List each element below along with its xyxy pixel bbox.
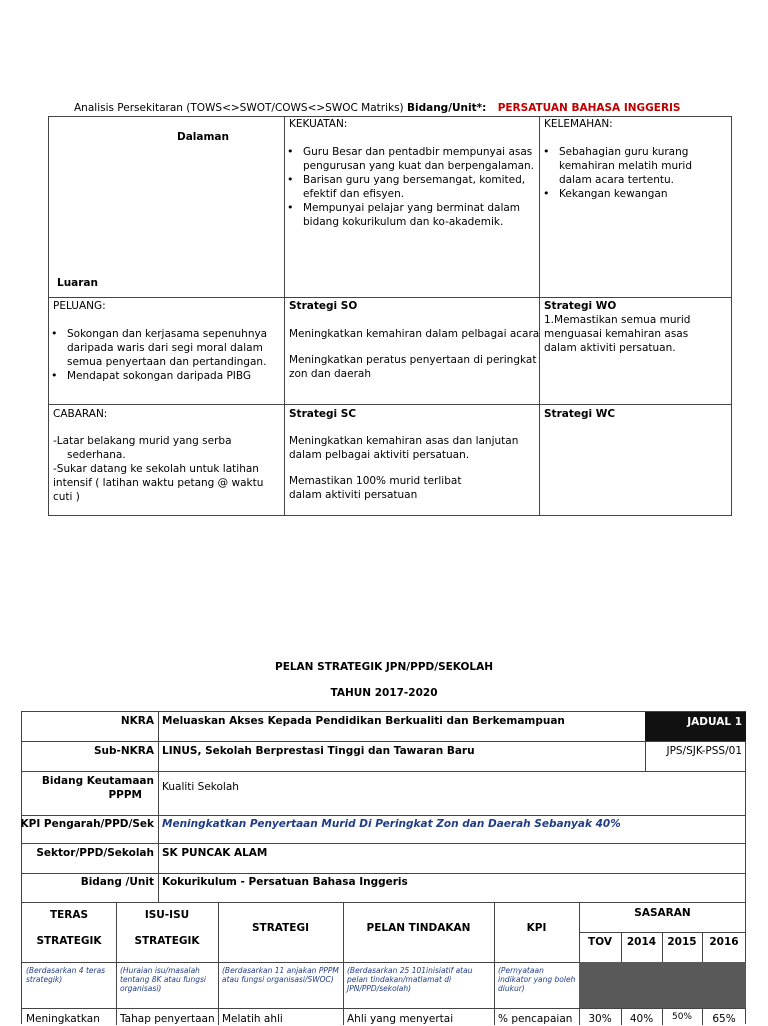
- peluang-title: PELUANG:: [53, 300, 106, 312]
- plan-table: [21, 711, 746, 1024]
- plan-row-divider: [22, 815, 745, 816]
- strategi-wo-title: Strategi WO: [544, 300, 617, 312]
- row1-2014: 40%: [629, 1013, 654, 1025]
- plan-row-divider: [22, 902, 745, 903]
- col-sasaran: SASARAN: [634, 907, 691, 919]
- kekuatan-title: KEKUATAN:: [289, 118, 348, 130]
- note-isu: (Huraian isu/masalah tentang 8K atau fungsi organisasi): [120, 966, 206, 993]
- col-pelan: PELAN TINDAKAN: [366, 922, 471, 934]
- plan-row-divider: [22, 771, 745, 772]
- list-item-line: daripada waris dari segi moral dalam: [67, 342, 263, 354]
- cabaran-title: CABARAN:: [53, 408, 108, 420]
- sektor-value: SK PUNCAK ALAM: [162, 847, 268, 859]
- plan-title: PELAN STRATEGIK JPN/PPD/SEKOLAH: [275, 661, 493, 673]
- col-isu: [116, 908, 218, 948]
- jadual-label: JADUAL 1: [687, 716, 742, 728]
- subnkra-label: Sub-NKRA: [93, 745, 154, 757]
- unit-label: Bidang /Unit: [80, 876, 154, 888]
- list-item: [541, 187, 692, 201]
- swot-header: [74, 101, 681, 115]
- plan-row-divider: [22, 741, 745, 742]
- strategi-sc-item: dalam pelbagai aktiviti persatuan.: [289, 449, 470, 461]
- dalaman-label: Dalaman: [177, 131, 229, 143]
- swot-divider: [49, 404, 731, 405]
- sektor-label: Sektor/PPD/Sekolah: [36, 847, 154, 859]
- list-item-line: pengurusan yang kuat dan berpengalaman.: [303, 160, 534, 172]
- bidang-keutamaan-label-line: PPPM: [108, 789, 142, 801]
- row1-kpi: % pencapaian: [498, 1013, 573, 1025]
- plan-row-divider: [22, 843, 745, 844]
- col-2016: 2016: [709, 936, 739, 948]
- note-strategi: (Berdasarkan 11 anjakan PPPM atau fungsi organisasi/SWOC): [222, 966, 339, 984]
- kelemahan-title: KELEMAHAN:: [544, 118, 613, 130]
- strategi-so-title: Strategi SO: [289, 300, 358, 312]
- kpi-value: Meningkatkan Penyertaan Murid Di Peringkat Zon dan Daerah Sebanyak 40%: [162, 818, 621, 830]
- kekuatan-list: [285, 145, 534, 229]
- strategi-sc-item: Meningkatkan kemahiran asas dan lanjutan: [289, 435, 519, 447]
- list-item-line: • Kekangan kewangan: [559, 188, 668, 200]
- note-kpi: (Pernyataan indikator yang boleh diukur): [498, 966, 576, 993]
- list-item-line: • Mendapat sokongan daripada PIBG: [67, 370, 252, 382]
- list-item: [285, 145, 534, 173]
- swot-header-prefix: Analisis Persekitaran (TOWS<>SWOT/COWS<>SWOC Matriks): [74, 102, 404, 114]
- list-item-line: • Sokongan dan kerjasama sepenuhnya: [67, 328, 268, 340]
- list-item-line: • Sebahagian guru kurang: [559, 146, 689, 158]
- cabaran-item: sederhana.: [67, 449, 126, 461]
- kelemahan-list: [541, 145, 692, 201]
- document-code: JPS/SJK-PSS/01: [666, 745, 742, 757]
- bidang-keutamaan-label-line: Bidang Keutamaan: [41, 775, 154, 787]
- list-item-line: bidang kokurikulum dan ko-akademik.: [303, 216, 504, 228]
- list-item-line: semua penyertaan dan pertandingan.: [67, 356, 267, 368]
- list-item-line: kemahiran melatih murid: [559, 160, 692, 172]
- strategi-so-item: Meningkatkan peratus penyertaan di peringkat: [289, 354, 537, 366]
- cabaran-item: -Sukar datang ke sekolah untuk latihan: [53, 463, 259, 475]
- list-item: [285, 201, 534, 229]
- list-item: [541, 145, 692, 187]
- luaran-label: Luaran: [57, 277, 98, 289]
- strategi-sc-title: Strategi SC: [289, 408, 357, 420]
- strategi-so-item: zon dan daerah: [289, 368, 371, 380]
- row1-2015: 50%: [671, 1012, 692, 1022]
- note-pelan: (Berdasarkan 25 101inisiatif atau pelan tindakan/matlamat di JPN/PPD/sekolah): [347, 966, 473, 993]
- col-isu-line: STRATEGIK: [134, 935, 200, 947]
- kpi-label: KPI Pengarah/PPD/Sek: [20, 818, 154, 830]
- col-teras-line: TERAS: [49, 909, 89, 921]
- plan-years: TAHUN 2017-2020: [330, 687, 438, 699]
- peluang-list: [49, 327, 267, 383]
- row1-strategi: Melatih ahli: [222, 1013, 283, 1025]
- col-teras: [22, 908, 116, 948]
- bidang-keutamaan-label: [42, 774, 154, 802]
- swot-divider: [49, 297, 731, 298]
- plan-row-divider: [22, 1008, 745, 1009]
- col-tov: TOV: [588, 936, 612, 948]
- strategi-wo-item: dalam aktiviti persatuan.: [544, 342, 676, 354]
- jadual-badge: [645, 712, 746, 741]
- note-teras: (Berdasarkan 4 teras strategik): [26, 966, 106, 984]
- list-item: [49, 369, 267, 383]
- list-item-line: dalam acara tertentu.: [559, 174, 674, 186]
- col-isu-line: ISU-ISU: [144, 909, 190, 921]
- cabaran-item: intensif ( latihan waktu petang @ waktu: [53, 477, 264, 489]
- sasaran-shaded-cell: [579, 962, 746, 1008]
- nkra-value: Meluaskan Akses Kepada Pendidikan Berkualiti dan Berkemampuan: [162, 715, 565, 727]
- unit-value: Kokurikulum - Persatuan Bahasa Inggeris: [162, 876, 408, 888]
- strategi-wc-title: Strategi WC: [544, 408, 616, 420]
- plan-row-divider: [22, 873, 745, 874]
- row1-teras: Meningkatkan: [26, 1013, 100, 1025]
- col-teras-line: STRATEGIK: [36, 935, 102, 947]
- row1-tov: 30%: [588, 1013, 612, 1025]
- strategi-sc-item: dalam aktiviti persatuan: [289, 489, 418, 501]
- list-item-line: • Guru Besar dan pentadbir mempunyai asas: [303, 146, 533, 158]
- nkra-label: NKRA: [120, 715, 154, 727]
- strategi-sc-item: Memastikan 100% murid terlibat: [289, 475, 462, 487]
- list-item: [285, 173, 534, 201]
- row1-isu: Tahap penyertaan: [120, 1013, 215, 1025]
- list-item: [49, 327, 267, 369]
- swot-header-unit: PERSATUAN BAHASA INGGERIS: [497, 102, 681, 114]
- strategi-wo-item: 1.Memastikan semua murid: [544, 314, 691, 326]
- col-2015: 2015: [667, 936, 697, 948]
- strategi-wo-item: menguasai kemahiran asas: [544, 328, 689, 340]
- swot-table: [48, 116, 732, 516]
- swot-divider: [539, 117, 540, 515]
- col-strategi: STRATEGI: [252, 922, 309, 934]
- cabaran-item: cuti ): [53, 491, 80, 503]
- subnkra-value: LINUS, Sekolah Berprestasi Tinggi dan Tawaran Baru: [162, 745, 475, 757]
- col-2014: 2014: [626, 936, 657, 948]
- col-kpi: KPI: [526, 922, 547, 934]
- strategi-so-item: Meningkatkan kemahiran dalam pelbagai acara: [289, 328, 540, 340]
- list-item-line: efektif dan efisyen.: [303, 188, 405, 200]
- bidang-keutamaan-value: Kualiti Sekolah: [162, 781, 239, 793]
- swot-header-bidang: Bidang/Unit*:: [407, 102, 487, 114]
- cabaran-item: -Latar belakang murid yang serba: [53, 435, 232, 447]
- list-item-line: • Mempunyai pelajar yang berminat dalam: [303, 202, 521, 214]
- list-item-line: • Barisan guru yang bersemangat, komited,: [303, 174, 526, 186]
- row1-2016: 65%: [712, 1013, 736, 1025]
- row1-pelan: Ahli yang menyertai: [347, 1013, 454, 1025]
- plan-col-divider: [158, 712, 159, 902]
